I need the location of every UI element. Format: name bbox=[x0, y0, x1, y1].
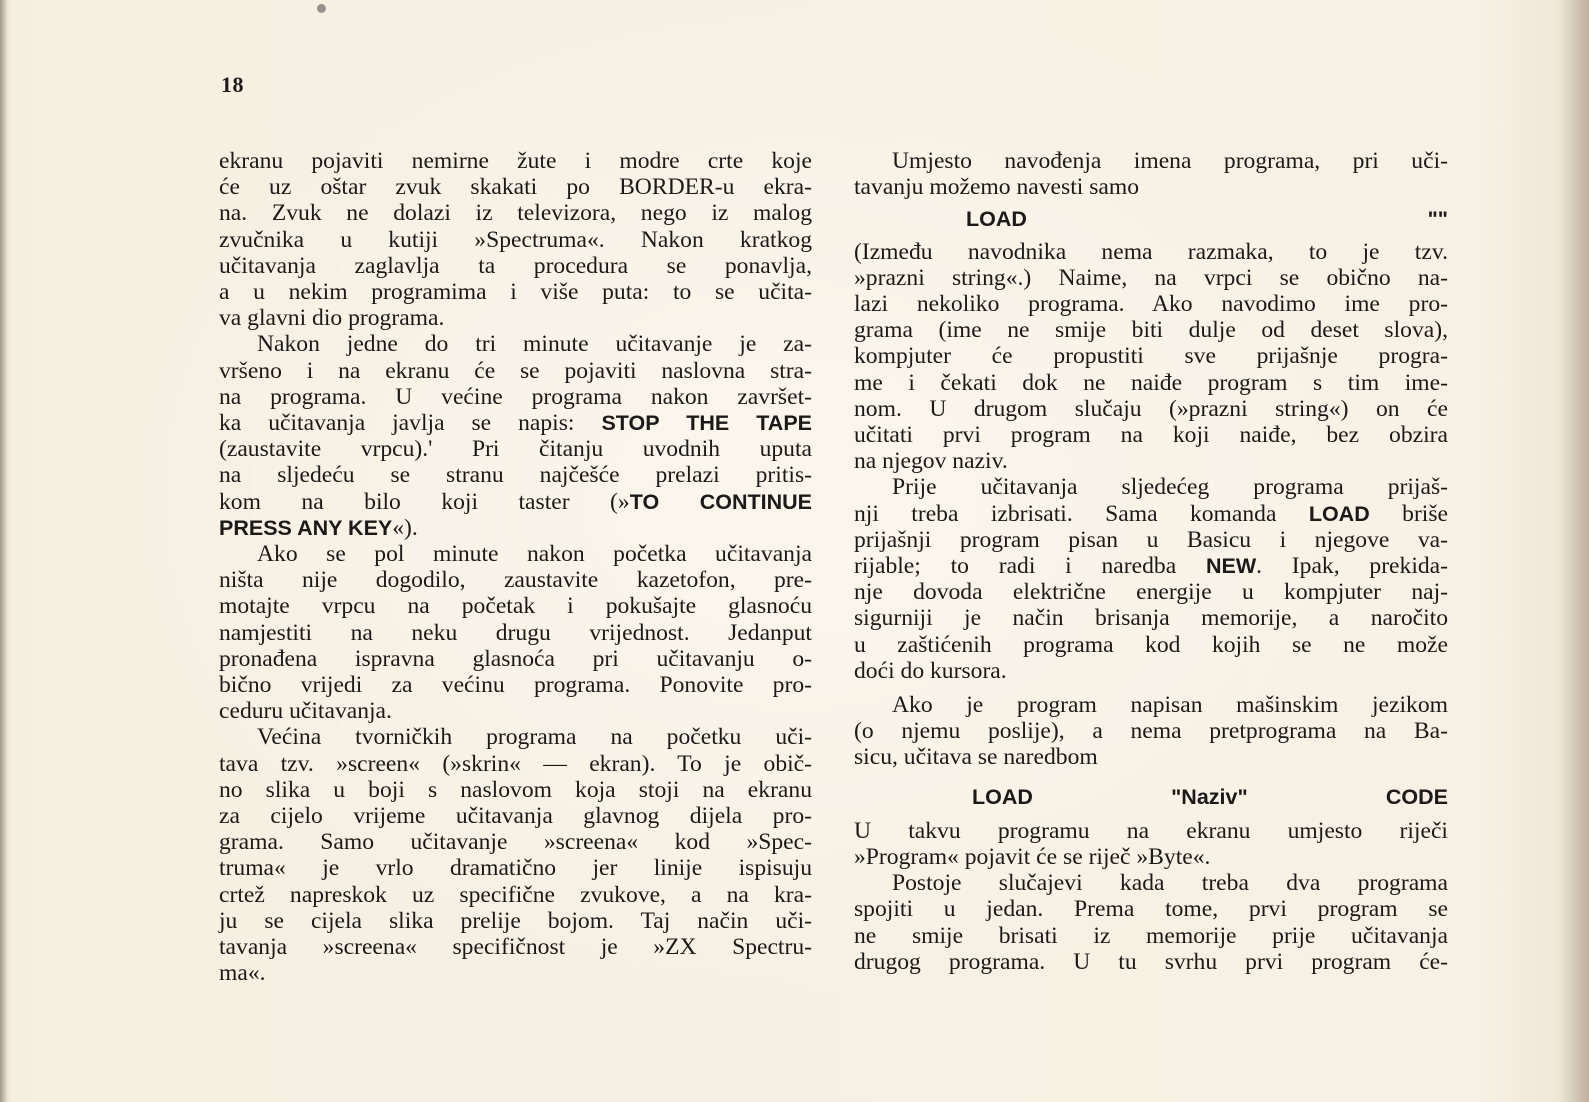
text-line: učitavanja zaglavlja ta procedura se ponavlja, bbox=[219, 252, 812, 279]
bold-command: TO CONTINUE bbox=[629, 489, 812, 514]
paragraph-4 bbox=[219, 724, 812, 986]
text-line: nom. U drugom slučaju (»prazni string«) on će bbox=[854, 395, 1448, 422]
text-line: zvučnika u kutiji »Spectruma«. Nakon kratkog bbox=[219, 226, 812, 253]
text-line: za cijelo vrijeme učitavanja glavnog dijela pro- bbox=[219, 803, 812, 830]
text-line: ne smije brisati iz memorije prije učitavanja bbox=[854, 922, 1448, 949]
text-line: Prije učitavanja sljedećeg programa prijaš- bbox=[892, 474, 1448, 501]
text-line: ceduru učitavanja. bbox=[219, 698, 392, 725]
text-line: ma«. bbox=[219, 960, 266, 987]
text-span: briše bbox=[1369, 500, 1449, 527]
text-line bbox=[854, 501, 1448, 527]
text-line: bično vrijedi za većinu programa. Ponovite pro- bbox=[219, 672, 812, 699]
text-line: motajte vrpcu na početak i pokušajte glasnoću bbox=[219, 593, 812, 620]
text-line: prijašnji program pisan u Basicu i njegove va- bbox=[854, 526, 1448, 553]
paragraph-3 bbox=[854, 474, 1448, 684]
text-span: «). bbox=[392, 514, 418, 541]
text-line: truma« je vrlo dramatično jer linije ispisuju bbox=[219, 855, 812, 882]
text-line: me i čekati dok ne naiđe program s tim ime- bbox=[854, 369, 1448, 396]
page-fold-shadow bbox=[1559, 0, 1589, 1102]
text-line: »Program« pojavit će se riječ »Byte«. bbox=[854, 844, 1211, 871]
text-line: grama (ime ne smije biti dulje od deset slova), bbox=[854, 317, 1448, 344]
text-line: (zaustavite vrpcu).' Pri čitanju uvodnih uputa bbox=[219, 436, 812, 463]
text-line bbox=[854, 553, 1448, 579]
text-line: tava tzv. »screen« (»skrin« — ekran). To je obič- bbox=[219, 750, 812, 777]
paragraph-1 bbox=[219, 148, 812, 331]
paragraph-6 bbox=[854, 870, 1448, 975]
text-line: nje dovoda električne energije u kompjuter naj- bbox=[854, 579, 1448, 606]
bold-command: PRESS ANY KEY bbox=[219, 515, 393, 540]
text-line: tavanja »screena« specifičnost je »ZX Spectru- bbox=[219, 934, 812, 961]
text-line: grama. Samo učitavanje »screena« kod »Spec- bbox=[219, 829, 812, 856]
text-line: ekranu pojaviti nemirne žute i modre crte koje bbox=[219, 148, 812, 174]
text-line: (o njemu poslije), a nema pretprograma na Ba- bbox=[854, 718, 1448, 745]
paragraph-3 bbox=[219, 541, 812, 724]
text-line: kompjuter će propustiti sve prijašnje progra- bbox=[854, 343, 1448, 370]
text-line: učitati prvi program na koji naiđe, bez obzira bbox=[854, 422, 1448, 449]
text-line: drugog programa. U tu svrhu prvi program će- bbox=[854, 948, 1448, 975]
text-line: Ako je program napisan mašinskim jezikom bbox=[892, 692, 1448, 719]
text-line: ju se cijela slika prelije bojom. Taj način uči- bbox=[219, 907, 812, 934]
text-line: na. Zvuk ne dolazi iz televizora, nego iz malog bbox=[219, 200, 812, 227]
page-number: 18 bbox=[221, 72, 244, 97]
text-line: Većina tvorničkih programa na početku uči- bbox=[257, 724, 812, 751]
text-line bbox=[219, 515, 812, 541]
text-span: kom na bilo koji taster (» bbox=[219, 488, 630, 515]
text-line: sicu, učitava se naredbom bbox=[854, 744, 1098, 771]
text-line: u zaštićenih programa kod kojih se ne može bbox=[854, 631, 1448, 658]
text-line: a u nekim programima i više puta: to se učita- bbox=[219, 279, 812, 306]
text-line: »prazni string«.) Naime, na vrpci se obično na- bbox=[854, 264, 1448, 291]
bold-command: LOAD bbox=[1308, 501, 1370, 526]
text-line: doći do kursora. bbox=[854, 657, 1007, 684]
text-line: no slika u boji s naslovom koja stoji na ekranu bbox=[219, 776, 812, 803]
text-line: namjestiti na neku drugu vrijednost. Jedanput bbox=[219, 619, 812, 646]
text-line bbox=[219, 410, 812, 436]
text-line: crtež napreskok uz specifične zvukove, a na kra- bbox=[219, 881, 812, 908]
text-line: sigurniji je način brisanja memorije, a naročito bbox=[854, 605, 1448, 632]
paragraph-2 bbox=[854, 239, 1448, 475]
text-line: vršeno i na ekranu će se pojaviti naslovna stra- bbox=[219, 357, 812, 384]
text-line: Ako se pol minute nakon početka učitavanja bbox=[257, 541, 812, 568]
text-span: ka učitavanja javlja se napis: bbox=[219, 410, 602, 437]
command-load-code: LOAD "Naziv" CODE bbox=[972, 784, 1448, 809]
text-line: na programa. U većine programa nakon završet- bbox=[219, 383, 812, 410]
paragraph-1 bbox=[854, 148, 1448, 200]
text-line: na njegov naziv. bbox=[854, 448, 1008, 475]
text-line: Postoje slučajevi kada treba dva programa bbox=[892, 870, 1448, 897]
text-span: nji treba izbrisati. Sama komanda bbox=[854, 500, 1309, 527]
right-column bbox=[854, 148, 1448, 975]
paragraph-4 bbox=[854, 692, 1448, 771]
command-load-empty: LOAD "" bbox=[966, 207, 1448, 232]
text-line: na sljedeću se stranu najčešće prelazi pritis- bbox=[219, 462, 812, 489]
left-column bbox=[219, 148, 812, 987]
text-line: pronađena ispravna glasnoća pri učitavanju o- bbox=[219, 645, 812, 672]
text-line: će uz oštar zvuk skakati po BORDER-u ekra- bbox=[219, 174, 812, 201]
text-span: . Ipak, prekida- bbox=[1256, 553, 1448, 580]
text-line: Nakon jedne do tri minute učitavanje je za- bbox=[257, 331, 812, 358]
bold-command: NEW bbox=[1205, 554, 1257, 579]
paragraph-2 bbox=[219, 331, 812, 541]
text-line: (Između navodnika nema razmaka, to je tzv. bbox=[854, 238, 1448, 265]
paragraph-gap bbox=[854, 684, 1448, 692]
paragraph-5 bbox=[854, 818, 1448, 870]
text-line: Umjesto navođenja imena programa, pri uči- bbox=[892, 148, 1448, 174]
text-line: ništa nije dogodilo, zaustavite kazetofon, pre- bbox=[219, 567, 812, 594]
text-line: va glavni dio programa. bbox=[219, 305, 445, 332]
text-line: tavanju možemo navesti samo bbox=[854, 174, 1140, 201]
text-line: U takvu programu na ekranu umjesto riječi bbox=[854, 817, 1448, 844]
bold-command: STOP THE TAPE bbox=[601, 411, 813, 436]
text-line: lazi nekoliko programa. Ako navodimo ime pro- bbox=[854, 291, 1448, 318]
page-edge-shadow bbox=[0, 0, 8, 1102]
text-span: rijable; to radi i naredba bbox=[854, 553, 1206, 580]
text-line bbox=[219, 489, 812, 515]
text-line: spojiti u jedan. Prema tome, prvi program se bbox=[854, 896, 1448, 923]
ink-speck bbox=[317, 4, 326, 13]
